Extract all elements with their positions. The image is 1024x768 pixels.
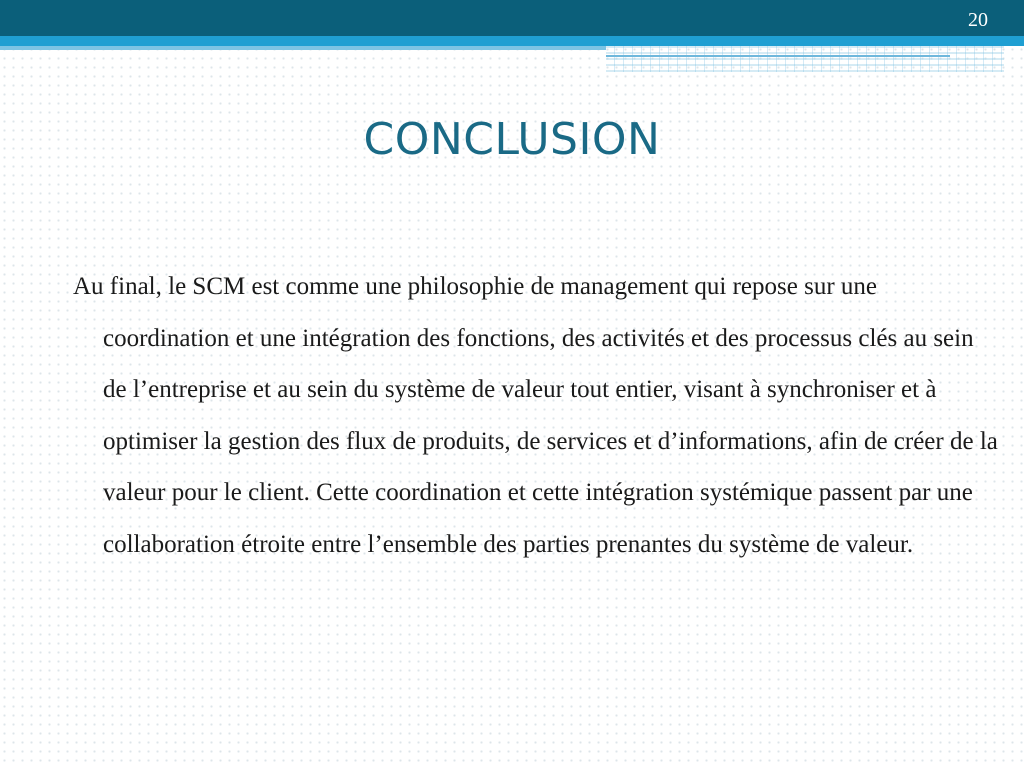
slide-title: CONCLUSION [363,114,661,165]
header-decorative-rule [606,55,950,57]
header-accent-shadow [0,46,606,50]
slide-body-paragraph: Au final, le SCM est comme une philosophie de management qui repose sur une coordination et une intégration des fonctions, des activités et des processus clés au sein de l’entreprise et au sein du système de valeur tout entier, visant à synchroniser et à optimiser la gestion des flux de produits, de services et d’informations, afin de créer de la valeur pour le client. Cette coordination et cette intégration systémique passent par une collaboration étroite entre l’ensemble des parties prenantes du système de valeur. [73,273,998,558]
header-bar [0,0,1024,36]
slide-number: 20 [968,9,988,31]
header-decorative-lines [606,46,1004,72]
header-accent-band [0,36,1024,46]
